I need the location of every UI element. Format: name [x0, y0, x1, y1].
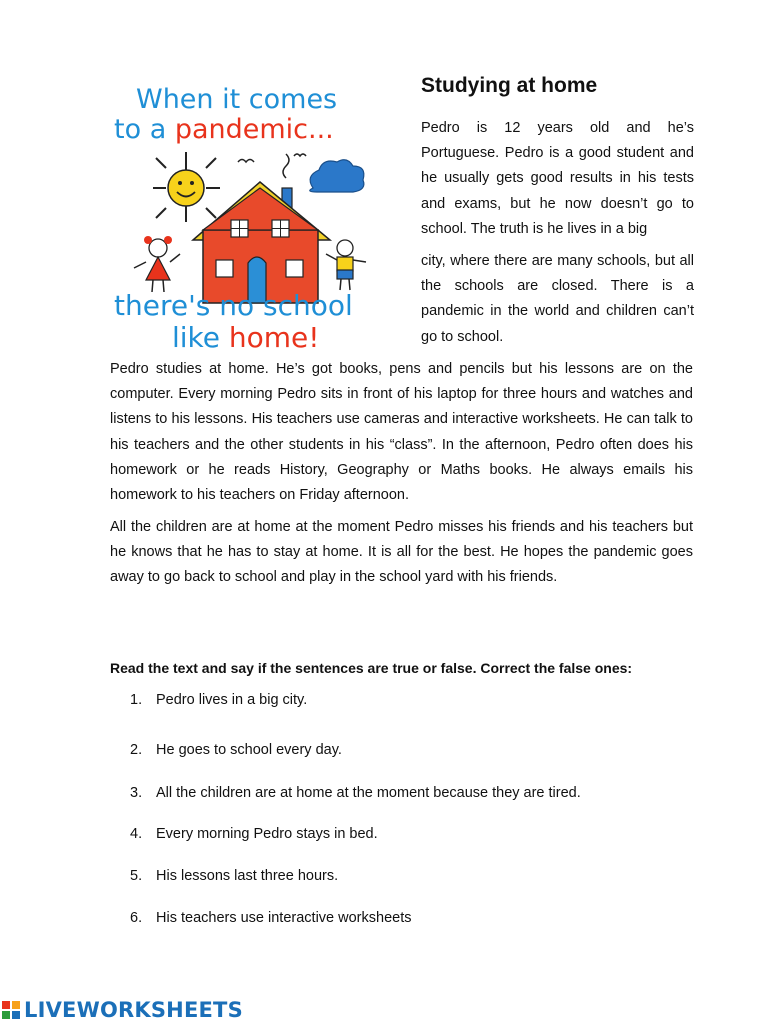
house-cartoon-image	[108, 70, 408, 355]
question-text: Pedro lives in a big city.	[156, 692, 308, 708]
girl-figure-icon	[134, 236, 180, 292]
question-text: His teachers use interactive worksheets	[156, 910, 412, 926]
question-number: 5.	[130, 868, 143, 884]
question-item	[130, 910, 411, 926]
question-number: 6.	[130, 910, 143, 926]
sun-icon	[153, 152, 220, 222]
liveworksheets-logo-icon	[2, 999, 22, 1021]
illustration-line4-a: like	[172, 321, 229, 354]
paragraph-2: city, where there are many schools, but all the schools are closed. There is a pandemic in the world and children can’t go to school.	[421, 253, 694, 345]
question-item	[130, 826, 378, 842]
liveworksheets-brand: LIVEWORKSHEETS	[24, 998, 243, 1022]
house-icon	[193, 182, 330, 303]
illustration-line3: there's no school	[114, 289, 353, 322]
question-text: His lessons last three hours.	[156, 868, 339, 884]
paragraph-3: Pedro studies at home. He’s got books, pens and pencils but his lessons are on the computer. Every morning Pedro sits in front of his laptop for three hours and watches and listens to his lessons. His teachers use cameras and interactive worksheets. He can talk to his teachers and the other students in his “class”. In the afternoon, Pedro often does his homework or he reads History, Geography or Maths books. He always emails his homework to his teachers on Friday afternoon.	[110, 361, 693, 504]
question-number: 4.	[130, 826, 143, 842]
page-title: Studying at home	[421, 74, 598, 97]
cloud-icon	[310, 160, 364, 192]
pandemic-illustration	[108, 70, 408, 355]
illustration-line2	[114, 114, 334, 145]
question-item	[130, 742, 342, 758]
question-item	[130, 868, 338, 884]
question-text: Every morning Pedro stays in bed.	[156, 826, 378, 842]
birds-icon	[238, 154, 306, 162]
smoke-icon	[283, 154, 289, 178]
liveworksheets-footer[interactable]	[2, 996, 243, 1024]
paragraph-4: All the children are at home at the moment Pedro misses his friends and his teachers but he knows that he has to stay at home. It is all for the best. He hopes the pandemic goes away to go back to school and play in the school yard with his friends.	[110, 519, 693, 586]
question-item	[130, 692, 307, 708]
paragraph-1: Pedro is 12 years old and he’s Portuguese. Pedro is a good student and he usually gets good results in his tests and exams, but he now doesn’t go to school. The truth is he lives in a big	[421, 120, 694, 237]
illustration-line4	[172, 321, 320, 354]
question-number: 3.	[130, 785, 143, 801]
boy-figure-icon	[326, 240, 366, 290]
exercise-instruction: Read the text and say if the sentences are true or false. Correct the false ones:	[110, 660, 633, 676]
illustration-line4-b: home!	[228, 321, 320, 354]
question-number: 1.	[130, 692, 143, 708]
question-item	[130, 785, 581, 801]
question-number: 2.	[130, 742, 143, 758]
illustration-line1: When it comes	[136, 84, 338, 115]
question-text: All the children are at home at the moment because they are tired.	[156, 785, 581, 801]
illustration-line2-a: to a	[114, 114, 175, 145]
question-text: He goes to school every day.	[156, 742, 342, 758]
illustration-line2-b: pandemic...	[174, 114, 334, 145]
